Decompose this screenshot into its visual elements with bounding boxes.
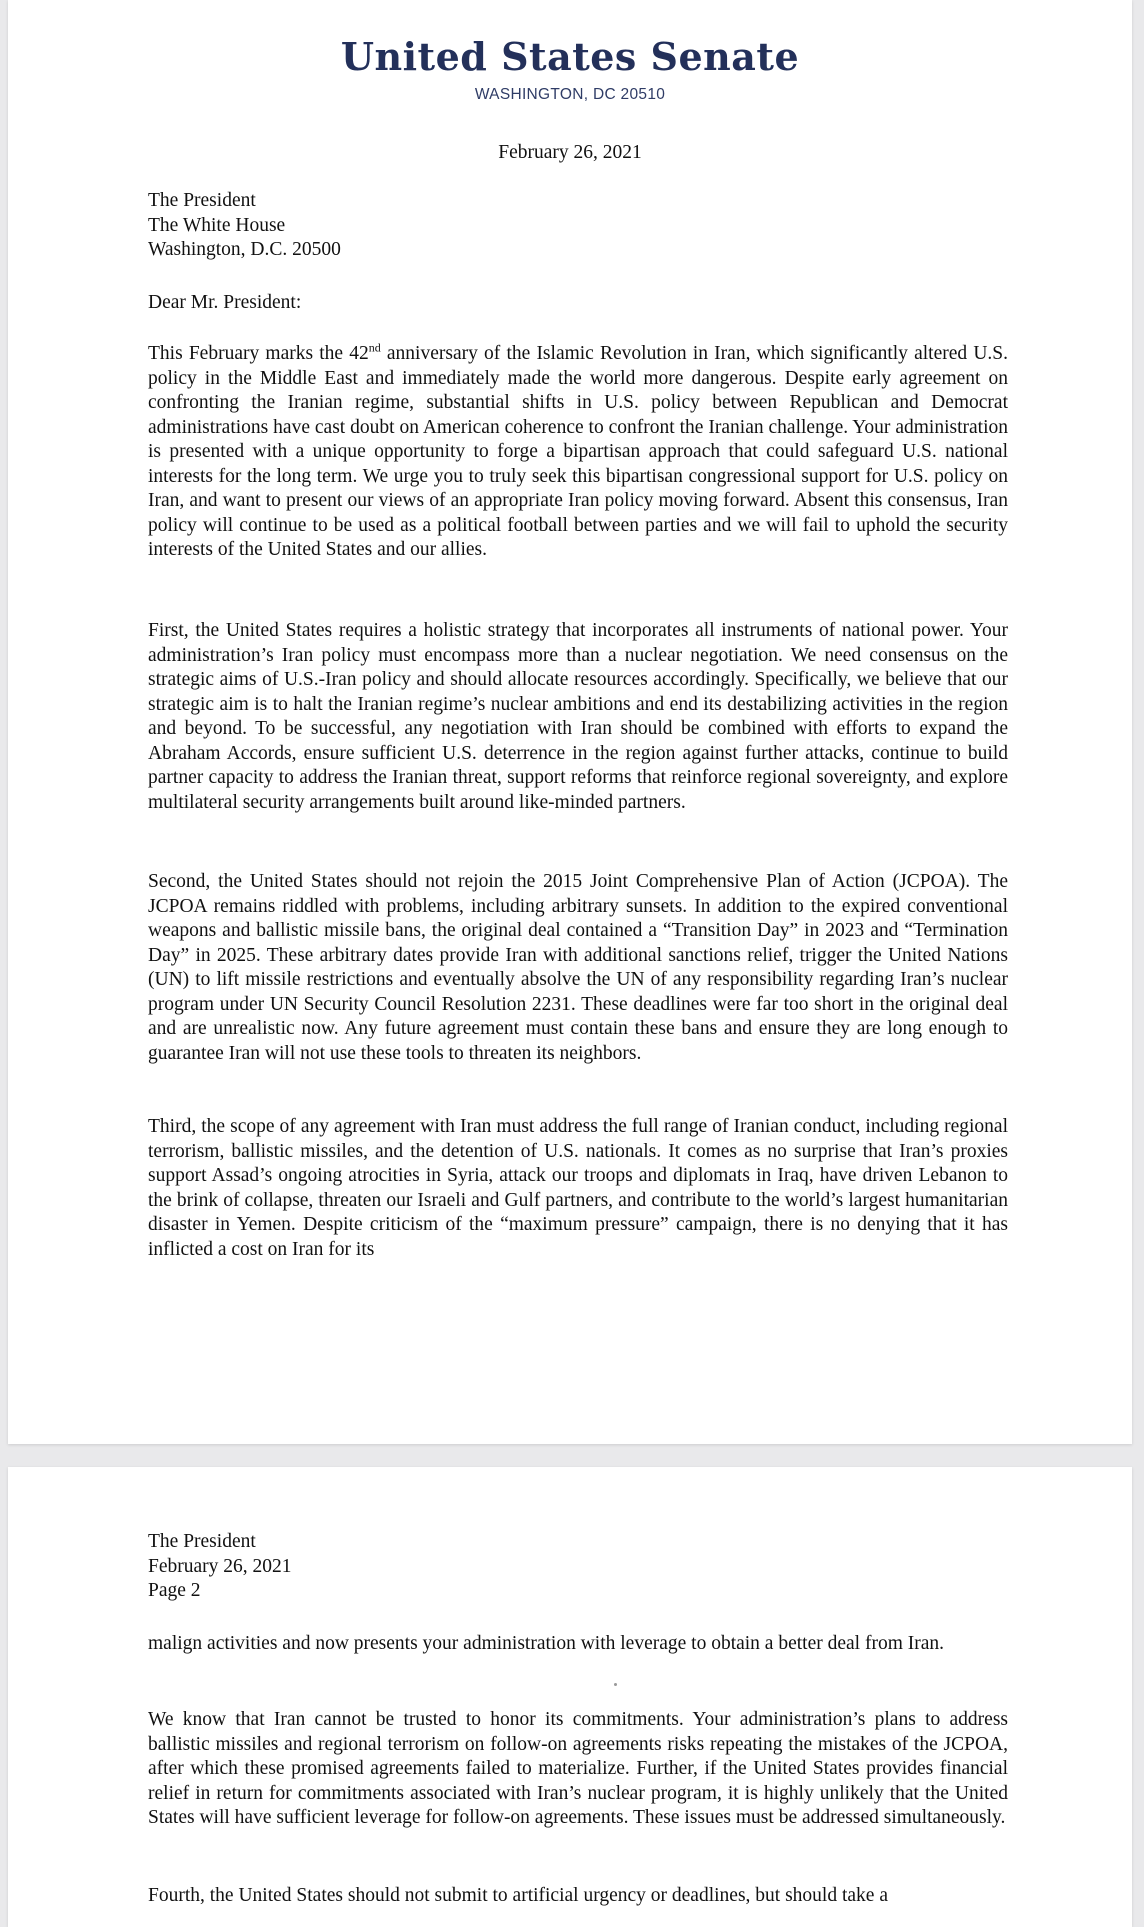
letter-page-1 (8, 0, 1132, 1444)
paragraph-1-rest: anniversary of the Islamic Revolution in Iran, which significantly altered U.S. policy in the Middle East and immediately made the world more dangerous. Despite early agreement on confronting the Iranian regime, substantial shifts in U.S. policy between Republican and Democrat administrations have cast doubt on American coherence to confront the Iranian challenge. Your administration is presented with a unique opportunity to forge a bipartisan approach that could safeguard U.S. national interests for the long term. We urge you to truly seek this bipartisan congressional support for U.S. policy on Iran, and want to present our views of an appropriate Iran policy moving forward. Absent this consensus, Iran policy will continue to be used as a political football between parties and we will fail to uphold the security interests of the United States and our allies. (148, 343, 1008, 560)
page-2-header-line: February 26, 2021 (148, 1555, 292, 1577)
letter-date: February 26, 2021 (498, 142, 642, 163)
letter-page-2 (8, 1467, 1132, 1927)
addressee-line: The President (148, 190, 256, 211)
paragraph-2: First, the United States requires a holistic strategy that incorporates all instruments of national power. Your administration’s Iran policy must encompass more than a nuclear negotiation. We need consensus on the strategic aims of U.S.-Iran policy and should allocate resources accordingly. Specifically, we believe that our strategic aim is to halt the Iranian regime’s nuclear ambitions and end its destabilizing activities in the region and beyond. To be successful, any negotiation with Iran should be combined with efforts to expand the Abraham Accords, ensure sufficient U.S. deterrence in the region against further attacks, continue to build partner capacity to address the Iranian threat, support reforms that reinforce regional sovereignty, and explore multilateral security arrangements built around like-minded partners. (148, 620, 1008, 813)
page-2-header-line: Page 2 (148, 1580, 201, 1601)
paragraph-4: Third, the scope of any agreement with Iran must address the full range of Iranian conduct, including regional terrorism, ballistic missiles, and the detention of U.S. nationals. It comes as no surprise that Iran’s proxies support Assad’s ongoing atrocities in Syria, attack our troops and diplomats in Iraq, have driven Lebanon to the brink of collapse, threaten our Israeli and Gulf partners, and contribute to the world’s largest humanitarian disaster in Yemen. Despite criticism of the “maximum pressure” campaign, there is no denying that it has inflicted a cost on Iran for its (148, 1116, 1008, 1260)
scan-speck (614, 1683, 617, 1686)
paragraph-5: malign activities and now presents your administration with leverage to obtain a better deal from Iran. (148, 1633, 945, 1654)
paragraph-6: We know that Iran cannot be trusted to honor its commitments. Your administration’s plans to address ballistic missiles and regional terrorism on follow-on agreements risks repeating the mistakes of the JCPOA, after which these promised agreements failed to materialize. Further, if the United States provides financial relief in return for commitments associated with Iran’s nuclear program, it is highly unlikely that the United States will have sufficient leverage for follow-on agreements. These issues must be addressed simultaneously. (148, 1709, 1008, 1828)
senate-letterhead-address: WASHINGTON, DC 20510 (474, 86, 666, 103)
paragraph-1-start: This February marks the 42 (148, 343, 369, 364)
page-2-header (148, 1530, 1008, 1604)
addressee-block (148, 189, 1008, 263)
paragraph-1 (148, 342, 1008, 563)
paragraph-7: Fourth, the United States should not submit to artificial urgency or deadlines, but should take a (148, 1885, 888, 1906)
addressee-line: The White House (148, 214, 286, 236)
senate-letterhead-title: United States Senate (340, 34, 800, 79)
addressee-line: Washington, D.C. 20500 (148, 239, 341, 260)
page-2-header-line: The President (148, 1531, 256, 1552)
ordinal-suffix: nd (368, 340, 381, 355)
salutation: Dear Mr. President: (148, 292, 302, 313)
paragraph-3: Second, the United States should not rejoin the 2015 Joint Comprehensive Plan of Action (JCPOA). The JCPOA remains riddled with problems, including arbitrary sunsets. In addition to the expired conventional weapons and ballistic missile bans, the original deal contained a “Transition Day” in 2023 and “Termination Day” in 2025. These arbitrary dates provide Iran with additional sanctions relief, trigger the United Nations (UN) to lift missile restrictions and eventually absolve the UN of any responsibility regarding Iran’s nuclear program under UN Security Council Resolution 2231. These deadlines were far too short in the original deal and are unrealistic now. Any future agreement must contain these bans and ensure they are long enough to guarantee Iran will not use these tools to threaten its neighbors. (148, 871, 1008, 1064)
